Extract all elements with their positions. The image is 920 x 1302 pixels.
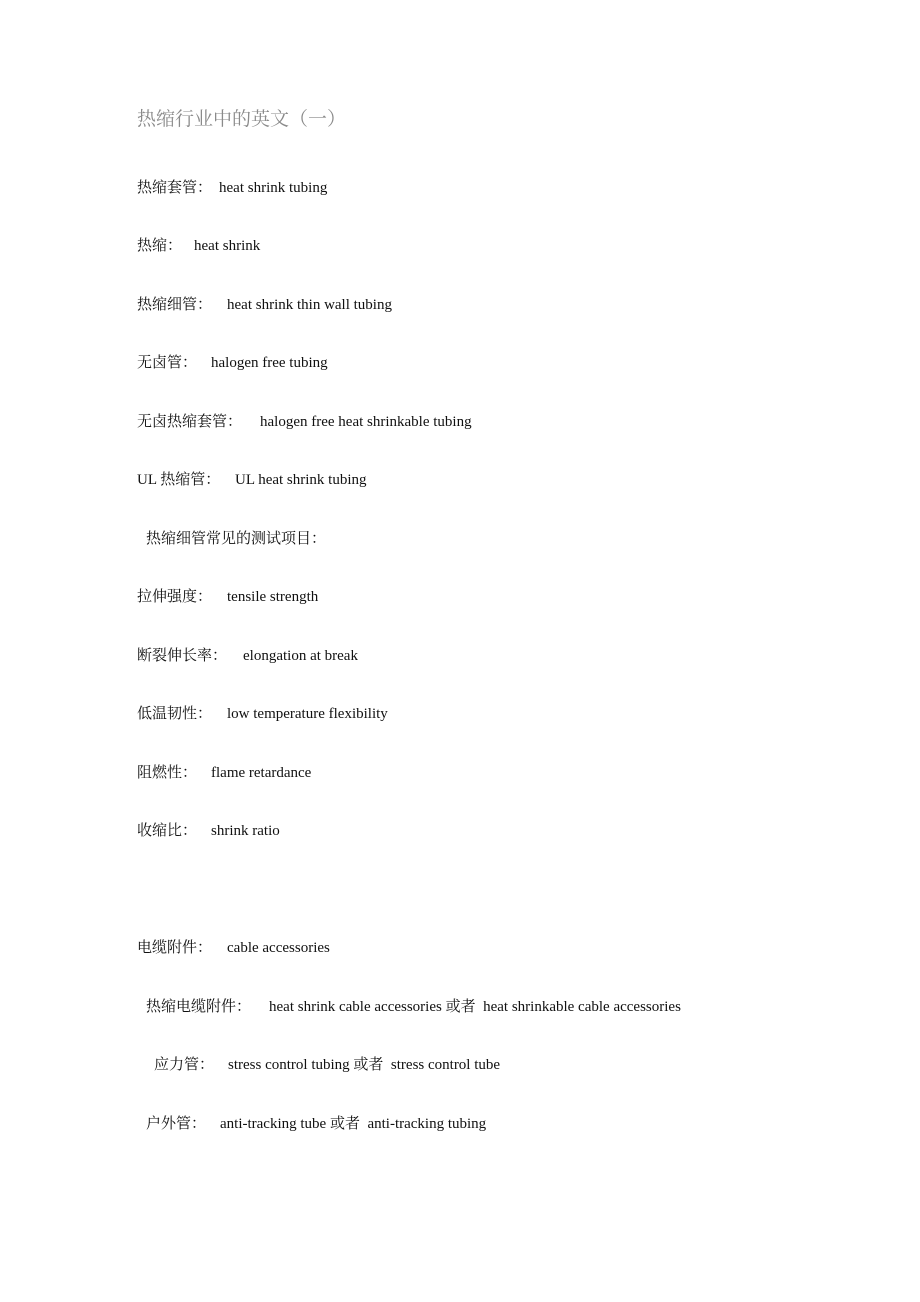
term-chinese: 电缆附件： <box>137 940 213 956</box>
glossary-entry <box>137 646 917 666</box>
term-english: heat shrink thin wall tubing <box>227 297 392 313</box>
term-english: halogen free tubing <box>211 355 328 371</box>
glossary-entry <box>137 587 917 607</box>
term-english: UL heat shrink tubing <box>235 472 367 488</box>
glossary-entry <box>137 938 917 958</box>
term-english: heat shrink <box>194 238 261 254</box>
glossary-entry <box>137 353 917 373</box>
term-chinese: 拉伸强度： <box>137 589 213 605</box>
glossary-entry <box>137 704 917 724</box>
term-chinese: 热缩细管： <box>137 297 213 313</box>
glossary-entry <box>137 178 917 198</box>
term-english: stress control tubing 或者 stress control tube <box>228 1057 501 1073</box>
document-title: 热缩行业中的英文（一） <box>137 109 347 130</box>
glossary-entry <box>137 412 917 432</box>
term-chinese: 阻燃性： <box>137 765 198 781</box>
term-english: halogen free heat shrinkable tubing <box>260 414 472 430</box>
term-english: low temperature flexibility <box>227 706 388 722</box>
term-english: heat shrink cable accessories 或者 heat shrinkable cable accessories <box>269 999 681 1015</box>
term-english: shrink ratio <box>211 823 280 839</box>
term-chinese: 热缩细管常见的测试项目： <box>146 531 327 547</box>
term-chinese: 无卤管： <box>137 355 198 371</box>
term-english: tensile strength <box>227 589 319 605</box>
section-heading <box>146 529 920 549</box>
term-chinese: 收缩比： <box>137 823 198 839</box>
term-chinese: 无卤热缩套管： <box>137 414 243 430</box>
glossary-entry <box>137 763 917 783</box>
term-chinese: 热缩套管： <box>137 180 213 196</box>
glossary-entry <box>146 997 920 1017</box>
glossary-entry <box>137 821 917 841</box>
term-chinese: 应力管： <box>154 1057 215 1073</box>
term-english: cable accessories <box>227 940 330 956</box>
term-chinese: 户外管： <box>146 1116 207 1132</box>
term-chinese: 热缩： <box>137 238 183 254</box>
glossary-entry <box>137 295 917 315</box>
term-english: anti-tracking tube 或者 anti-tracking tubing <box>220 1116 487 1132</box>
term-chinese: UL 热缩管： <box>137 472 221 488</box>
term-english: flame retardance <box>211 765 312 781</box>
glossary-entry <box>146 1114 920 1134</box>
term-chinese: 断裂伸长率： <box>137 648 228 664</box>
glossary-entry <box>154 1055 920 1075</box>
glossary-entry <box>137 470 917 490</box>
term-english: heat shrink tubing <box>219 180 328 196</box>
term-chinese: 低温韧性： <box>137 706 213 722</box>
glossary-entry <box>137 236 917 256</box>
term-english: elongation at break <box>243 648 358 664</box>
term-chinese: 热缩电缆附件： <box>146 999 252 1015</box>
